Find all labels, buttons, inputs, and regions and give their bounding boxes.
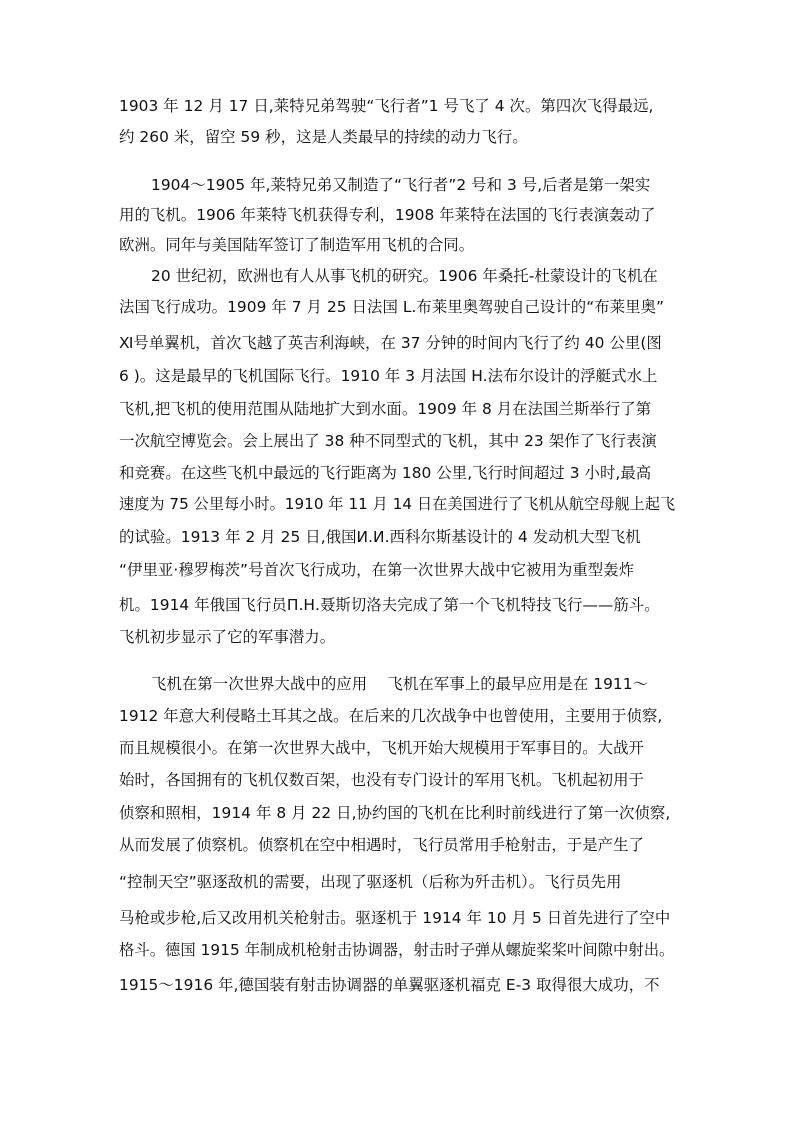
text-line-27: 1915～1916 年,德国装有射击协调器的单翼驱逐机福克 E-3 取得很大成功，不 bbox=[119, 976, 660, 994]
text-line-2: 约 260 米，留空 59 秒，这是人类最早的持续的动力飞行。 bbox=[119, 128, 528, 146]
text-line-24: “控制天空”驱逐敌机的需要，出现了驱逐机（后称为歼击机）。飞行员先用 bbox=[119, 873, 622, 891]
text-line-5: 欧洲。同年与美国陆军签订了制造军用飞机的合同。 bbox=[119, 236, 475, 254]
text-line-12: 和竞赛。在这些飞机中最远的飞行距离为 180 公里,飞行时间超过 3 小时,最高 bbox=[119, 464, 652, 482]
text-line-16: 机。1914 年俄国飞行员П.Н.聂斯切洛夫完成了第一个飞机特技飞行——筋斗。 bbox=[119, 596, 660, 614]
text-line-25: 马枪或步枪,后又改用机关枪射击。驱逐机于 1914 年 10 月 5 日首先进行了空中 bbox=[119, 909, 671, 927]
text-line-9: 6 )。这是最早的飞机国际飞行。1910 年 3 月法国 H.法布尔设计的浮艇式水上 bbox=[119, 367, 658, 385]
text-line-17: 飞机初步显示了它的军事潜力。 bbox=[119, 628, 336, 646]
text-line-4: 用的飞机。1906 年莱特飞机获得专利，1908 年莱特在法国的飞行表演轰动了 bbox=[119, 206, 656, 224]
text-line-20: 而且规模很小。在第一次世界大战中，飞机开始大规模用于军事目的。大战开 bbox=[119, 739, 644, 757]
text-line-11: 一次航空博览会。会上展出了 38 种不同型式的飞机，其中 23 架作了飞行表演 bbox=[119, 432, 657, 450]
text-line-22: 侦察和照相，1914 年 8 月 22 日,协约国的飞机在比利时前线进行了第一次侦察, bbox=[119, 804, 671, 822]
text-line-7: 法国飞行成功。1909 年 7 月 25 日法国 L.布莱里奥驾驶自己设计的“布莱里奥” bbox=[119, 298, 665, 316]
text-line-19: 1912 年意大利侵略土耳其之战。在后来的几次战争中也曾使用，主要用于侦察, bbox=[119, 707, 663, 725]
text-line-15: “伊里亚·穆罗梅茨”号首次飞行成功，在第一次世界大战中它被用为重型轰炸 bbox=[119, 561, 635, 579]
text-line-18: 飞机在第一次世界大战中的应用 飞机在军事上的最早应用是在 1911～ bbox=[151, 675, 649, 693]
text-line-6: 20 世纪初，欧洲也有人从事飞机的研究。1906 年桑托-杜蒙设计的飞机在 bbox=[151, 267, 658, 285]
text-line-23: 从而发展了侦察机。侦察机在空中相遇时，飞行员常用手枪射击，于是产生了 bbox=[119, 836, 644, 854]
text-line-14: 的试验。1913 年 2 月 25 日,俄国И.И.西科尔斯基设计的 4 发动机大型飞机 bbox=[119, 528, 641, 546]
text-line-3: 1904～1905 年,莱特兄弟又制造了“飞行者”2 号和 3 号,后者是第一架实 bbox=[151, 176, 651, 194]
text-line-8: Ⅺ号单翼机，首次飞越了英吉利海峡，在 37 分钟的时间内飞行了约 40 公里(图 bbox=[119, 334, 662, 352]
text-line-10: 飞机,把飞机的使用范围从陆地扩大到水面。1909 年 8 月在法国兰斯举行了第 bbox=[119, 400, 652, 418]
text-line-1: 1903 年 12 月 17 日,莱特兄弟驾驶“飞行者”1 号飞了 4 次。第四次飞得最远, bbox=[119, 97, 654, 115]
text-line-26: 格斗。德国 1915 年制成机枪射击协调器，射击时子弹从螺旋桨桨叶间隙中射出。 bbox=[119, 941, 675, 959]
text-line-13: 速度为 75 公里每小时。1910 年 11 月 14 日在美国进行了飞机从航空母舰上起飞 bbox=[119, 495, 676, 513]
text-line-21: 始时，各国拥有的飞机仅数百架，也没有专门设计的军用飞机。飞机起初用于 bbox=[119, 771, 644, 789]
